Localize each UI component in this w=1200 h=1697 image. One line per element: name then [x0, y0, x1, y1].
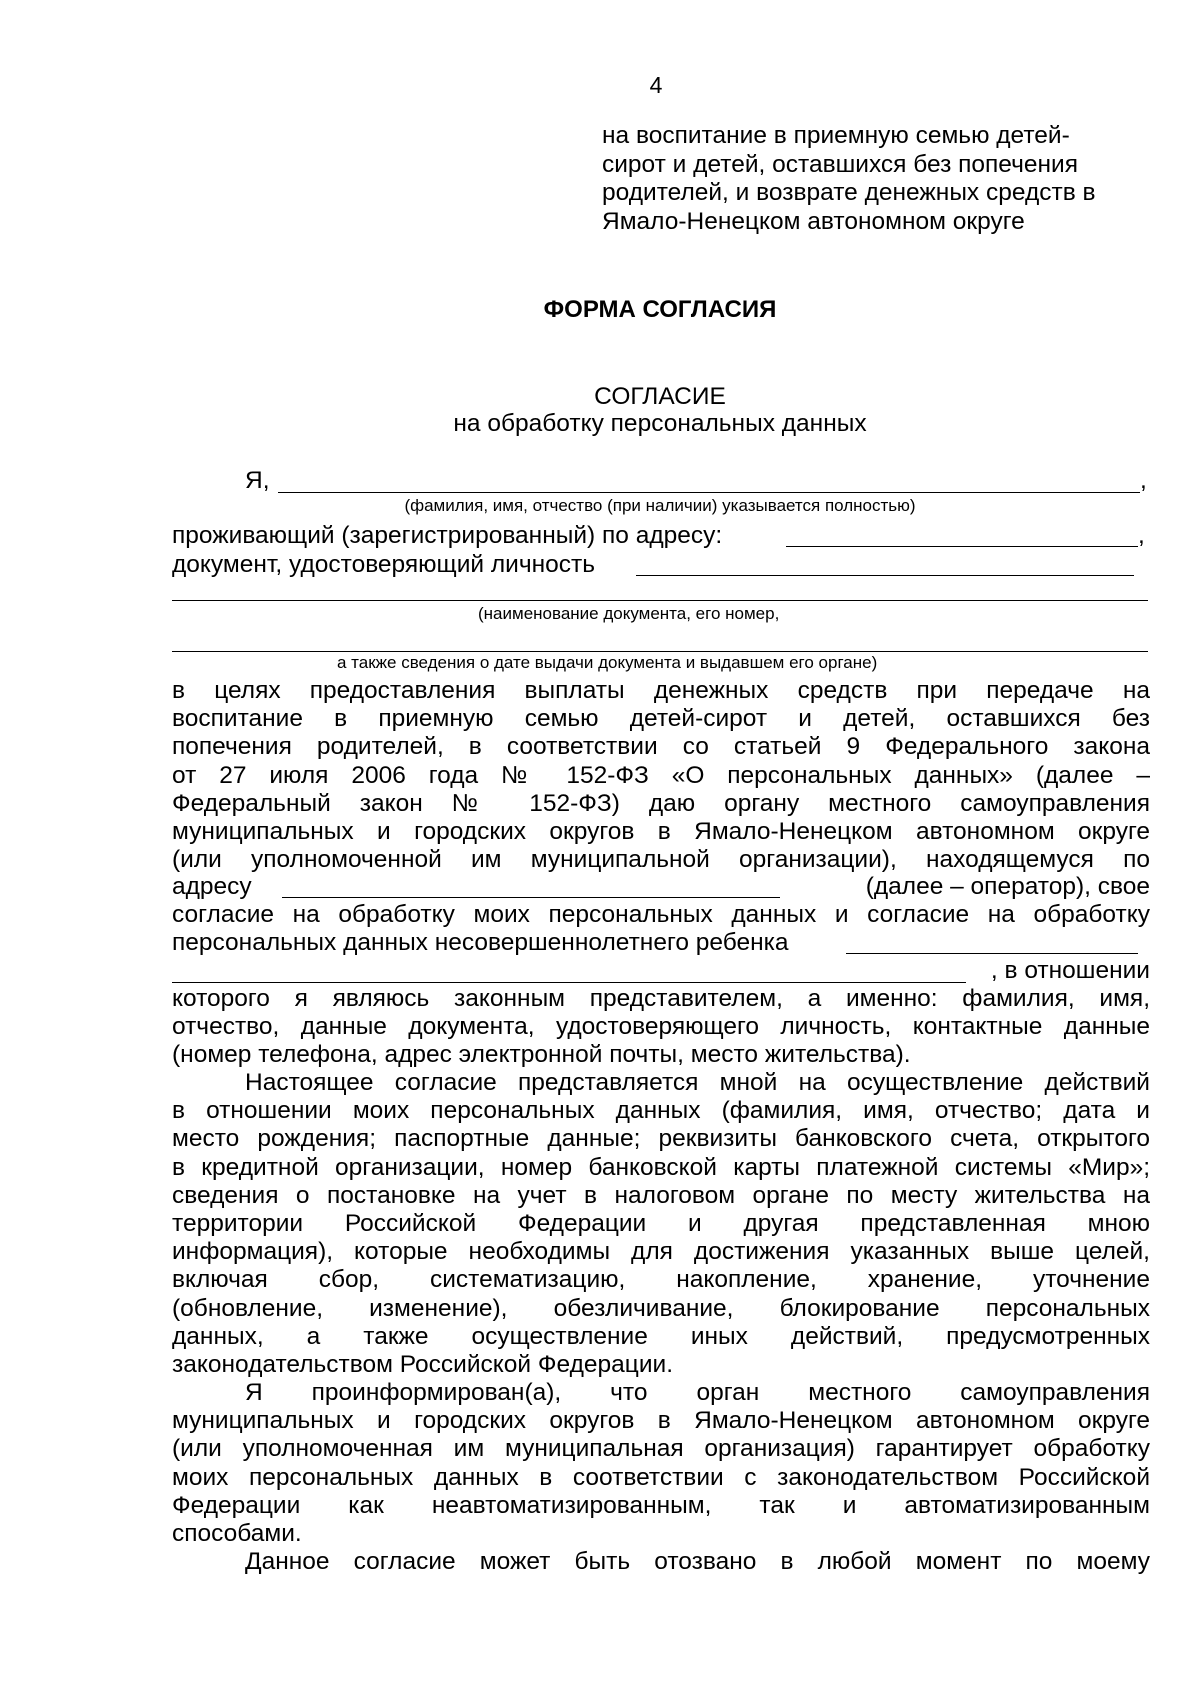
operator-address-line[interactable]: [282, 897, 780, 898]
text-line: Настоящее согласие представляется мной на осуществление действий: [245, 1069, 1150, 1096]
document-hint-1: (наименование документа, его номер,: [478, 604, 780, 623]
text-line: попечения родителей, в соответствии со статьей 9 Федерального закона: [172, 733, 1150, 761]
document-hint-2: а также сведения о дате выдачи документа и выдавшем его органе): [337, 653, 878, 672]
text-line: в целях предоставления выплаты денежных средств при передаче на: [172, 677, 1150, 704]
header-line: родителей, и возврате денежных средств в: [602, 179, 1096, 206]
child-field-line-2[interactable]: [172, 982, 966, 983]
address-label: проживающий (зарегистрированный) по адресу:: [172, 522, 723, 549]
address-field-line[interactable]: [786, 546, 1138, 547]
fio-field-line[interactable]: [278, 492, 1140, 493]
paragraph-1b: [172, 901, 1150, 929]
form-title: ФОРМА СОГЛАСИЯ: [543, 296, 777, 323]
child-line-tail: , в отношении: [990, 957, 1150, 984]
text-line: муниципальных и городских округов в Ямало-Ненецком автономном округе: [172, 1407, 1150, 1435]
header-line: Ямало-Ненецком автономном округе: [602, 207, 1025, 235]
text-line: воспитание в приемную семью детей-сирот и детей, оставшихся без: [172, 705, 1150, 733]
paragraph-2-last: законодательством Российской Федерации.: [172, 1351, 674, 1378]
ya-label: Я,: [245, 467, 270, 494]
paragraph-3-last: способами.: [172, 1520, 302, 1547]
text-line: информация), которые необходимы для достижения указанных выше целей,: [172, 1238, 1150, 1266]
text-line: в кредитной организации, номер банковской карты платежной системы «Мир»;: [172, 1153, 1150, 1181]
text-line: (обновление, изменение), обезличивание, блокирование персональных: [172, 1294, 1150, 1322]
text-line: сведения о постановке на учет в налоговом органе по месту жительства на: [172, 1181, 1150, 1209]
header-line: на воспитание в приемную семью детей-: [602, 122, 1070, 149]
document-header: [602, 122, 1162, 236]
operator-address-tail: (далее – оператор), свое: [865, 873, 1150, 900]
text-line: согласие на обработку моих персональных данных и согласие на обработку: [172, 901, 1150, 928]
text-line: в отношении моих персональных данных (фамилия, имя, отчество; дата и: [172, 1097, 1150, 1125]
text-line: муниципальных и городских округов в Ямало-Ненецком автономном округе: [172, 818, 1150, 846]
paragraph-1: [172, 677, 1150, 874]
fio-hint: (фамилия, имя, отчество (при наличии) указывается полностью): [404, 496, 916, 515]
paragraph-2: [172, 1069, 1150, 1351]
operator-address-label: адресу: [172, 873, 252, 900]
page-number: 4: [649, 72, 663, 98]
child-field-line[interactable]: [846, 953, 1138, 954]
document-line-2[interactable]: [172, 600, 1148, 601]
text-line: моих персональных данных в соответствии с законодательством Российской: [172, 1463, 1150, 1491]
text-line: место рождения; паспортные данные; реквизиты банковского счета, открытого: [172, 1125, 1150, 1153]
paragraph-3: [172, 1379, 1150, 1520]
document-line-3[interactable]: [172, 651, 1148, 652]
consent-subtitle: на обработку персональных данных: [453, 410, 867, 437]
fio-comma: ,: [1140, 467, 1147, 494]
paragraph-1c-last: (номер телефона, адрес электронной почты, место жительства).: [172, 1041, 911, 1068]
address-comma: ,: [1138, 522, 1145, 549]
document-label: документ, удостоверяющий личность: [172, 551, 596, 578]
text-line: (или уполномоченная им муниципальная организация) гарантирует обработку: [172, 1435, 1150, 1463]
paragraph-1c: [172, 985, 1150, 1041]
text-line: Федеральный закон № 152-ФЗ) даю органу местного самоуправления: [172, 789, 1150, 817]
text-line: от 27 июля 2006 года № 152-ФЗ «О персональных данных» (далее –: [172, 761, 1150, 789]
consent-title: СОГЛАСИЕ: [594, 383, 726, 410]
header-line: сирот и детей, оставшихся без попечения: [602, 150, 1078, 178]
text-line: Я проинформирован(а), что орган местного самоуправления: [245, 1379, 1150, 1406]
child-label: персональных данных несовершеннолетнего ребенка: [172, 929, 789, 956]
text-line: включая сбор, систематизацию, накопление, хранение, уточнение: [172, 1266, 1150, 1294]
text-line: (или уполномоченной им муниципальной организации), находящемуся по: [172, 846, 1150, 874]
document-field-line[interactable]: [636, 575, 1134, 576]
paragraph-4: [172, 1548, 1150, 1576]
text-line: которого я являюсь законным представителем, а именно: фамилия, имя,: [172, 985, 1150, 1012]
text-line: отчество, данные документа, удостоверяющего личность, контактные данные: [172, 1013, 1150, 1041]
text-line: территории Российской Федерации и другая представленная мною: [172, 1210, 1150, 1238]
text-line: данных, а также осуществление иных действий, предусмотренных: [172, 1322, 1150, 1350]
text-line: Данное согласие может быть отозвано в любой момент по моему: [245, 1548, 1150, 1575]
text-line: Федерации как неавтоматизированным, так и автоматизированным: [172, 1491, 1150, 1519]
